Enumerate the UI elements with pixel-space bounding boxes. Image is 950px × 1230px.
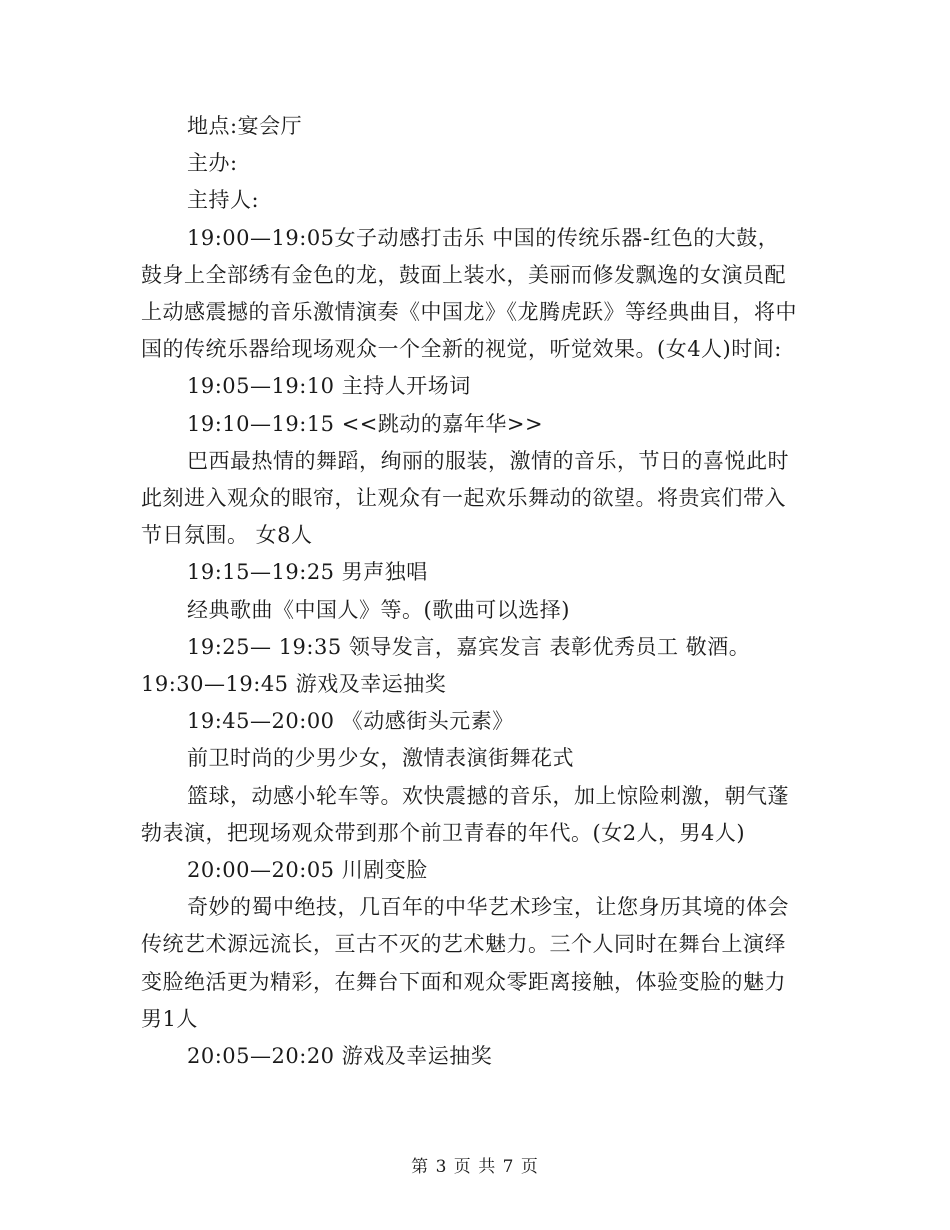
paragraph-location: 地点:宴会厅 <box>187 114 303 138</box>
paragraph-percussion: 19:00—19:05女子动感打击乐 中国的传统乐器-红色的大鼓，鼓身上全部绣有金色的龙，鼓面上装水，美丽而修发飘逸的女演员配上动感震撼的音乐激情演奏《中国龙》《龙腾虎跃》等经典曲目，将中国的传统乐器给现场观众一个全新的视觉，听觉效果。(女4人)时间: <box>141 225 797 362</box>
document-body <box>141 108 797 1075</box>
paragraph-speeches: 19:25— 19:35 领导发言，嘉宾发言 表彰优秀员工 敬酒。 <box>187 634 751 659</box>
paragraph-street-desc-2: 篮球，动感小轮车等。欢快震撼的音乐，加上惊险刺激，朝气蓬勃表演，把现场观众带到那个前卫青春的年代。(女2人，男4人) <box>141 783 789 845</box>
paragraph-song-desc: 经典歌曲《中国人》等。(歌曲可以选择) <box>187 597 570 622</box>
paragraph-lottery-2: 20:05—20:20 游戏及幸运抽奖 <box>187 1044 493 1069</box>
paragraph-organizer: 主办: <box>187 151 238 176</box>
paragraph-street-title: 19:45—20:00 《动感街头元素》 <box>187 709 514 734</box>
paragraph-carnival-desc: 巴西最热情的舞蹈，绚丽的服装，激情的音乐，节日的喜悦此时此刻进入观众的眼帘，让观众有一起欢乐舞动的欲望。将贵宾们带入节日氛围。 女8人 <box>141 448 789 548</box>
paragraph-lottery-1: 19:30—19:45 游戏及幸运抽奖 <box>141 672 447 697</box>
paragraph-male-solo: 19:15—19:25 男声独唱 <box>187 560 428 585</box>
paragraph-carnival-title: 19:10—19:15 <<跳动的嘉年华>> <box>187 411 544 436</box>
paragraph-opening-speech: 19:05—19:10 主持人开场词 <box>187 374 471 399</box>
paragraph-host: 主持人: <box>187 188 260 213</box>
paragraph-face-change-title: 20:00—20:05 川剧变脸 <box>187 858 428 883</box>
paragraph-face-change-desc: 奇妙的蜀中绝技，几百年的中华艺术珍宝，让您身历其境的体会传统艺术源远流长，亘古不灭的艺术魅力。三个人同时在舞台上演绎变脸绝活更为精彩，在舞台下面和观众零距离接触，体验变脸的魅力 男1人 <box>141 895 789 1031</box>
paragraph-street-desc-1: 前卫时尚的少男少女，激情表演街舞花式 <box>187 746 574 771</box>
page-number-footer: 第 3 页 共 7 页 <box>411 1157 539 1177</box>
